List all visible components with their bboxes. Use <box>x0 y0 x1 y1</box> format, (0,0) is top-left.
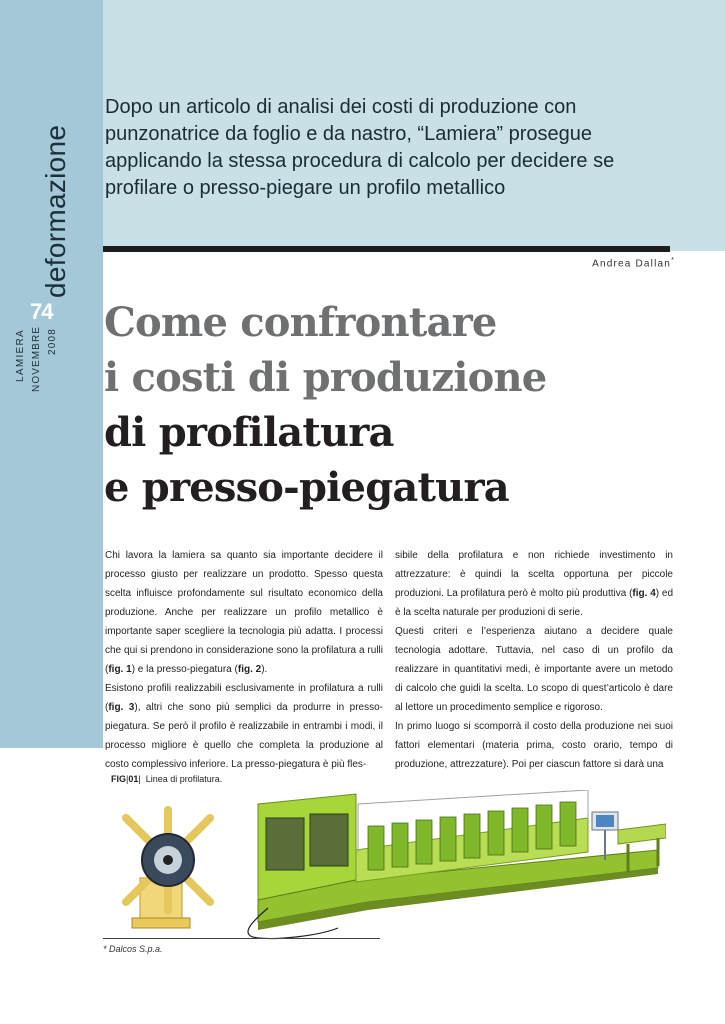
text-run: ) ed è la scelta naturale per produzioni di serie. <box>395 588 674 618</box>
title-line-1: Come confrontare <box>104 299 497 346</box>
article-title <box>104 295 704 515</box>
title-line-2: i costi di produzione <box>104 354 547 401</box>
title-line-3: di profilatura <box>104 409 394 456</box>
decoiler <box>126 810 210 928</box>
figure-label: FIG <box>111 774 126 784</box>
lead-paragraph: Dopo un articolo di analisi dei costi di produzione con punzonatrice da foglio e da nastro, “Lamiera” prosegue applicando la stessa procedura di calcolo per decidere se profilare o presso-piegare un profilo metallico <box>105 96 615 199</box>
figure-caption-text: Linea di profilatura. <box>145 774 223 784</box>
text-run: Chi lavora la lamiera sa quanto sia importante decidere il processo giusto per realizzare un prodotto. Spesso questa scelta influisce profondamente sul risultato economico della produzione. Anche per realizzare un profilo metallico è importante saper scegliere la tecnologia più adatta. I processi che qui si prendono in considerazione sono la profilatura a rulli ( <box>105 550 383 675</box>
issue-year: 2008 <box>47 327 58 355</box>
paragraph <box>105 679 383 774</box>
text-run: ), altri che sono più semplici da produrre in presso-piegatura. Se però il profilo è realizzabile in entrambi i modi, il processo migliore è quello che completa la produzione al costo complessivo inferiore. La presso-piegatura è più fles- <box>105 702 383 770</box>
text-run: ) e la presso-piegatura ( <box>131 664 238 675</box>
figure-caption: FIG|01| Linea di profilatura. <box>111 774 223 784</box>
figure-reference: fig. 1 <box>108 664 132 675</box>
text-run: ). <box>261 664 268 675</box>
figure-number: 01 <box>128 774 139 784</box>
control-panel <box>592 812 618 860</box>
figure-reference: fig. 4 <box>632 588 656 599</box>
page-number: 74 <box>30 299 53 324</box>
roll-forming-line-illustration <box>118 790 666 940</box>
paragraph: Questi criteri e l’esperienza aiutano a decidere quale tecnologia adottare. Tuttavia, nel caso di un profilo da realizzare in quantitativi medi, è importante avere un metodo di calcolo che guidi la scelta. Lo scopo di quest’articolo è dare al lettore un procedimento semplice e rigoroso. <box>395 626 673 713</box>
header-rule <box>103 246 670 252</box>
author-footnote-mark: * <box>671 257 675 264</box>
author-byline <box>592 257 675 269</box>
paragraph <box>395 546 673 622</box>
footnote: * Dalcos S.p.a. <box>103 944 163 954</box>
issue-month: NOVEMBRE <box>31 325 42 392</box>
title-line-4: e presso-piegatura <box>104 464 509 511</box>
text-run: sibile della profilatura e non richiede investimento in attrezzature: è quindi la scelta opportuna per piccole produzioni. La profilatura però è molto più produttiva ( <box>395 550 673 599</box>
publication-name: LAMIERA <box>15 328 26 382</box>
footnote-rule <box>103 938 380 939</box>
text-run: Esistono profili realizzabili esclusivamente in profilatura a rulli ( <box>105 683 383 713</box>
paragraph <box>105 546 383 679</box>
author-name: Andrea Dallan <box>592 258 672 270</box>
paragraph: In primo luogo si scomporrà il costo della produzione nei suoi fattori elementari (materia prima, costo orario, tempo di produzione, attrezzature). Poi per ciascun fattore si darà una <box>395 721 673 770</box>
section-label: deformazione <box>40 124 71 298</box>
body-column-2 <box>395 546 673 774</box>
figure-reference: fig. 3 <box>108 702 135 713</box>
figure-reference: fig. 2 <box>237 664 262 675</box>
body-column-1 <box>105 546 383 774</box>
